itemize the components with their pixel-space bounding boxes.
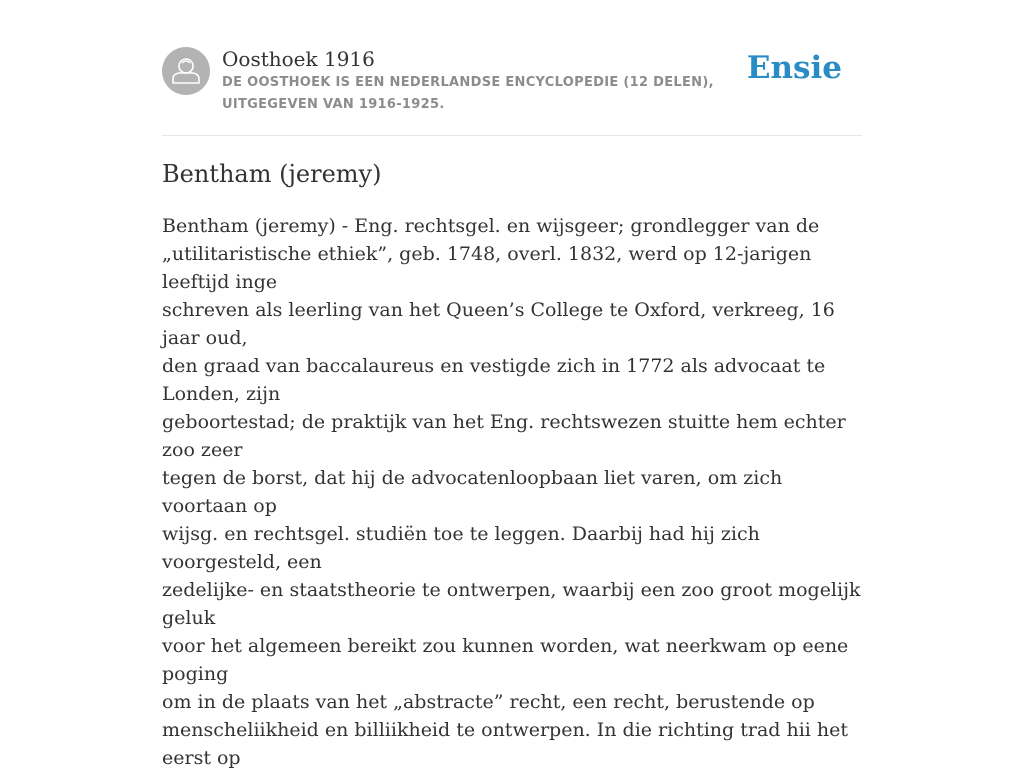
entry-body-line: geboortestad; de praktijk van het Eng. rechtswezen stuitte hem echter zoo zeer xyxy=(162,411,846,461)
ensie-logo[interactable]: Ensie xyxy=(746,50,842,86)
source-header xyxy=(162,46,862,136)
entry-body-line: menscheliikheid en billiikheid te ontwerpen. In die richting trad hii het eerst op xyxy=(162,719,849,769)
entry-body-line: „utilitaristische ethiek”, geb. 1748, overl. 1832, werd op 12-jarigen leeftijd inge xyxy=(162,243,812,293)
entry-body-line: wijsg. en rechtsgel. studiën toe te leggen. Daarbij had hij zich voorgesteld, een xyxy=(162,523,760,573)
source-avatar[interactable] xyxy=(162,47,210,95)
entry-body xyxy=(162,212,862,772)
entry-body-line: tegen de borst, dat hij de advocatenloopbaan liet varen, om zich voortaan op xyxy=(162,467,783,517)
entry-body-line: zedelijke- en staatstheorie te ontwerpen, waarbij een zoo groot mogelijk geluk xyxy=(162,579,861,629)
header-divider xyxy=(162,135,862,136)
entry-body-line: schreven als leerling van het Queen’s College te Oxford, verkreeg, 16 jaar oud, xyxy=(162,299,835,349)
entry-body-line: voor het algemeen bereikt zou kunnen worden, wat neerkwam op eene poging xyxy=(162,635,849,685)
entry-title: Bentham (jeremy) xyxy=(162,160,382,188)
source-title[interactable]: Oosthoek 1916 xyxy=(222,47,375,71)
entry-body-line: den graad van baccalaureus en vestigde zich in 1772 als advocaat te Londen, zijn xyxy=(162,355,826,405)
source-description: DE OOSTHOEK IS EEN NEDERLANDSE ENCYCLOPEDIE (12 DELEN), UITGEGEVEN VAN 1916-1925. xyxy=(222,75,714,112)
user-icon xyxy=(162,47,210,95)
entry-body-line: Bentham (jeremy) - Eng. rechtsgel. en wijsgeer; grondlegger van de xyxy=(162,215,820,237)
entry-body-line: om in de plaats van het „abstracte” recht, een recht, berustende op xyxy=(162,691,815,713)
